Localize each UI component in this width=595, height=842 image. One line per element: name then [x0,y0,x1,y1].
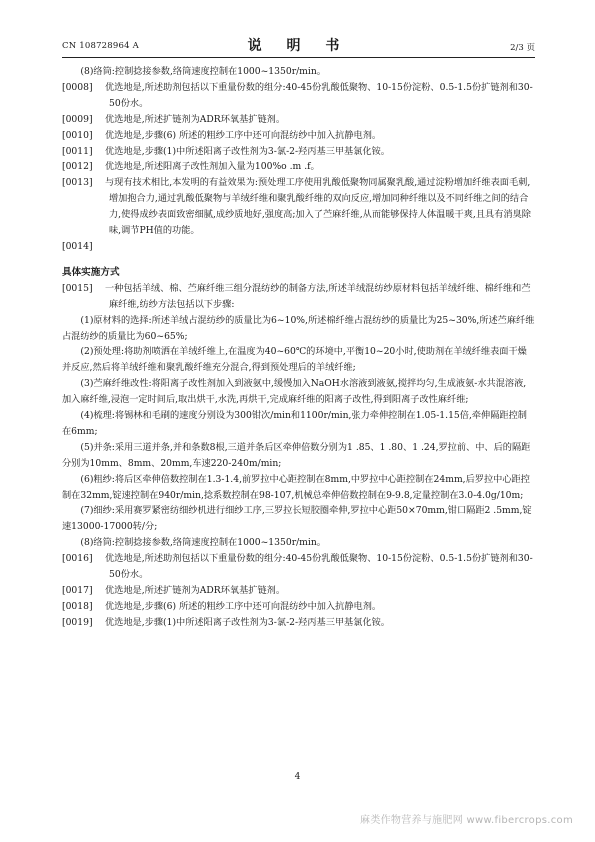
paragraph-text: (2)预处理:将助剂喷洒在羊绒纤维上,在温度为40~60℃的环境中,平衡10~20小时,使助剂在羊绒纤维表面干燥并反应,然后将羊绒纤维和聚乳酸纤维充分混合,得到预处理后的羊绒纤维; [62,346,527,374]
publication-number: CN 108728964 A [62,41,139,51]
paragraph [62,615,535,631]
paragraph-text: (8)络筒:控制捻接参数,络筒速度控制在1000~1350r/min。 [80,66,326,77]
page-number: 4 [294,772,301,782]
site-watermark: 麻类作物营养与施肥网 www.fibercrops.com [360,815,573,826]
header-rule [62,57,535,58]
paragraph [62,159,535,175]
paragraph [62,583,535,599]
paragraph-text: 优选地是,所述助剂包括以下重量份数的组分:40-45份乳酸低聚物、10-15份淀粉、0.5-1.5份扩链剂和30-50份水。 [105,553,533,581]
paragraph-text: 优选地是,所述扩链剂为ADR环氧基扩链剂。 [105,113,286,125]
paragraph [62,599,535,615]
paragraph [62,128,535,144]
paragraph [62,239,535,255]
document-title: 说 明 书 [247,38,350,54]
paragraph-number: [0012] [62,161,93,173]
paragraph [62,440,535,472]
paragraph [62,551,535,583]
paragraph-text: 优选地是,所述扩链剂为ADR环氧基扩链剂。 [105,585,286,596]
paragraph-number: [0015] [62,282,93,294]
paragraphs-bottom [62,281,535,631]
document-body [62,64,535,631]
section-heading: 具体实施方式 [62,266,120,278]
paragraph [62,344,535,376]
paragraph [62,376,535,408]
paragraph [62,281,535,313]
paragraph [62,175,535,239]
paragraph-text: (8)络筒:控制捻接参数,络筒速度控制在1000~1350r/min。 [80,537,326,549]
paragraph [62,64,535,80]
paragraph [62,408,535,440]
paragraph-number: [0010] [62,129,93,141]
paragraph-text: (5)并条:采用三道并条,并和条数8根,三道并条后区牵伸倍数分别为1 .85、1 .80、1 .24,罗拉前、中、后的隔距分别为10mm、8mm、20mm,车速220-240m/min; [62,441,531,469]
paragraph [62,112,535,128]
paragraph [62,535,535,551]
paragraph-number: [0018] [62,600,93,612]
paragraph-text: 优选地是,步骤(6) 所述的粗纱工序中还可向混纺纱中加入抗静电剂。 [105,129,382,141]
paragraph-number: [0016] [62,553,93,565]
paragraph-number: [0009] [62,113,93,125]
paragraph [62,144,535,160]
paragraph [62,503,535,535]
paragraph-text: (4)梳理:将锡林和毛刷的速度分别设为300钳次/min和1100r/min,张力牵伸控制在1.05-1.15倍,牵伸隔距控制在6mm; [62,410,527,437]
paragraph-text: 优选地是,所述阳离子改性剂加入量为100%o .m .f。 [105,161,320,173]
paragraph-number: [0008] [62,81,93,93]
paragraph-text: 一种包括羊绒、棉、苎麻纤维三组分混纺纱的制备方法,所述羊绒混纺纱原材料包括羊绒纤维、棉纤维和苎麻纤维,纺纱方法包括以下步骤: [105,282,531,310]
paragraph [62,472,535,504]
paragraph-text: (1)原材料的选择:所述羊绒占混纺纱的质量比为6~10%,所述棉纤维占混纺纱的质量比为25~30%,所述苎麻纤维占混纺纱的质量比为60~65%; [62,314,535,342]
paragraphs-top [62,64,535,255]
paragraph-text: 优选地是,所述助剂包括以下重量份数的组分:40-45份乳酸低聚物、10-15份淀粉、0.5-1.5份扩链剂和30-50份水。 [105,81,533,109]
paragraph-number: [0019] [62,616,93,628]
paragraph-text: (7)细纱:采用赛罗紧密纺细纱机进行细纱工序,三罗拉长短胶圈牵伸,罗拉中心距50×70mm,钳口隔距2 .5mm,锭速13000-17000转/分; [62,505,532,533]
paragraph-text: 优选地是,步骤(6) 所述的粗纱工序中还可向混纺纱中加入抗静电剂。 [105,600,382,612]
paragraph-number: [0017] [62,585,93,596]
paragraph [62,313,535,345]
paragraph-number: [0014] [62,240,93,252]
paragraph-number: [0011] [62,145,93,157]
paragraph-text: (3)苎麻纤维改性:将阳离子改性剂加入到液氨中,缓慢加入NaOH水溶液到液氨,搅拌均匀,生成液氨-水共混溶液,加入麻纤维,浸泡一定时间后,取出烘干,水洗,再烘干,完成麻纤维的阳离子改性,得到阳离子改性麻纤维; [62,378,527,406]
paragraph-text: 优选地是,步骤(1)中所述阳离子改性剂为3-氯-2-羟丙基三甲基氯化铵。 [105,145,390,157]
paragraph-number: [0013] [62,177,93,189]
paragraph-text: 优选地是,步骤(1)中所述阳离子改性剂为3-氯-2-羟丙基三甲基氯化铵。 [105,616,390,628]
page-header [62,33,535,55]
page-indicator: 2/3 页 [510,43,535,53]
paragraph [62,80,535,112]
paragraph-text: (6)粗纱:将后区牵伸倍数控制在1.3-1.4,前罗拉中心距控制在8mm,中罗拉中心距控制在24mm,后罗拉中心距控制在32mm,锭速控制在940r/min,捻系数控制在98-107,机械总牵伸倍数控制在9-9.8,定量控制在3.0-4.0g/10m; [62,473,530,501]
paragraph-text: 与现有技术相比,本发明的有益效果为:预处理工序使用乳酸低聚物同属聚乳酸,通过淀粉增加纤维表面毛刺,增加抱合力,通过乳酸低聚物与羊绒纤维和聚乳酸纤维的双向反应,增加同种纤维以及不同纤维之间的结合力,使得成纱表面致密细腻,成纱质地好,强度高;加入了苎麻纤维,从而能够保持人体温暖干爽,且具有消臭除味,调节PH值的功能。 [105,177,531,237]
